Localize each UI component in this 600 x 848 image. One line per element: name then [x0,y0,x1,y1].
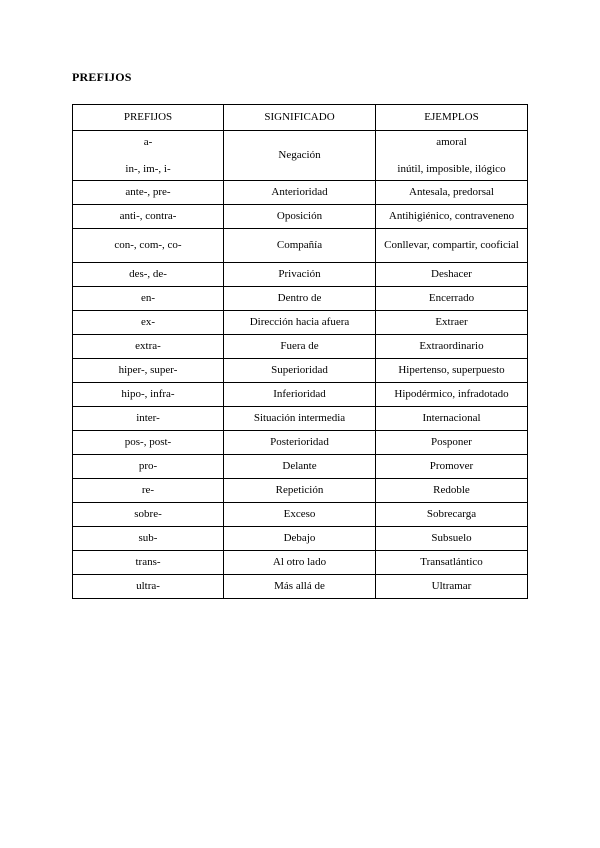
prefix-cell: sobre- [73,503,224,527]
table-row [73,527,528,551]
table-row [73,503,528,527]
meaning-cell: Delante [224,455,376,479]
example-line: amoral [436,135,467,148]
example-cell: Ultramar [376,575,528,599]
example-cell: Hipodérmico, infradotado [376,383,528,407]
prefix-cell: ultra- [73,575,224,599]
prefix-cell: hiper-, super- [73,359,224,383]
prefix-cell: en- [73,287,224,311]
example-line: inútil, imposible, ilógico [397,162,506,175]
example-cell: Antesala, predorsal [376,181,528,205]
example-cell: Conllevar, compartir, cooficial [376,229,528,263]
meaning-cell: Situación intermedia [224,407,376,431]
prefix-cell: hipo-, infra- [73,383,224,407]
prefix-cell [73,131,224,181]
table-row [73,575,528,599]
meaning-cell: Anterioridad [224,181,376,205]
meaning-cell: Negación [224,131,376,181]
table-row [73,287,528,311]
example-cell: Hipertenso, superpuesto [376,359,528,383]
meaning-cell: Debajo [224,527,376,551]
example-cell: Promover [376,455,528,479]
prefix-cell: con-, com-, co- [73,229,224,263]
table-row [73,551,528,575]
prefix-line: in-, im-, i- [125,162,171,175]
column-header-prefixes: PREFIJOS [73,105,224,131]
prefix-table [72,104,528,599]
example-cell: Extraordinario [376,335,528,359]
meaning-cell: Oposición [224,205,376,229]
prefix-cell: ante-, pre- [73,181,224,205]
example-cell: Extraer [376,311,528,335]
table-row [73,205,528,229]
table-row [73,229,528,263]
meaning-cell: Dentro de [224,287,376,311]
example-cell: Encerrado [376,287,528,311]
example-cell: Internacional [376,407,528,431]
example-cell: Deshacer [376,263,528,287]
table-header-row [73,105,528,131]
prefix-cell: anti-, contra- [73,205,224,229]
prefix-cell: extra- [73,335,224,359]
meaning-cell: Exceso [224,503,376,527]
table-row [73,383,528,407]
meaning-cell: Compañía [224,229,376,263]
column-header-meaning: SIGNIFICADO [224,105,376,131]
table-row [73,359,528,383]
column-header-examples: EJEMPLOS [376,105,528,131]
table-row [73,263,528,287]
table-row [73,131,528,181]
example-cell: Subsuelo [376,527,528,551]
example-cell: Sobrecarga [376,503,528,527]
example-cell: Redoble [376,479,528,503]
table-row [73,455,528,479]
prefix-cell: re- [73,479,224,503]
prefix-cell: des-, de- [73,263,224,287]
prefix-line: a- [143,135,153,148]
prefix-cell: trans- [73,551,224,575]
meaning-cell: Fuera de [224,335,376,359]
meaning-cell: Posterioridad [224,431,376,455]
prefix-cell: sub- [73,527,224,551]
prefix-cell: ex- [73,311,224,335]
meaning-cell: Repetición [224,479,376,503]
example-cell: Transatlántico [376,551,528,575]
table-row [73,181,528,205]
table-row [73,311,528,335]
meaning-cell: Más allá de [224,575,376,599]
meaning-cell: Dirección hacia afuera [224,311,376,335]
example-cell [376,131,528,181]
meaning-cell: Inferioridad [224,383,376,407]
page-title: PREFIJOS [72,70,132,84]
meaning-cell: Privación [224,263,376,287]
example-cell: Antihigiénico, contraveneno [376,205,528,229]
table-row [73,431,528,455]
table-row [73,335,528,359]
prefix-cell: pos-, post- [73,431,224,455]
example-cell: Posponer [376,431,528,455]
meaning-cell: Al otro lado [224,551,376,575]
meaning-cell: Superioridad [224,359,376,383]
table-row [73,479,528,503]
table-row [73,407,528,431]
prefix-cell: pro- [73,455,224,479]
prefix-cell: inter- [73,407,224,431]
table-body [73,131,528,599]
